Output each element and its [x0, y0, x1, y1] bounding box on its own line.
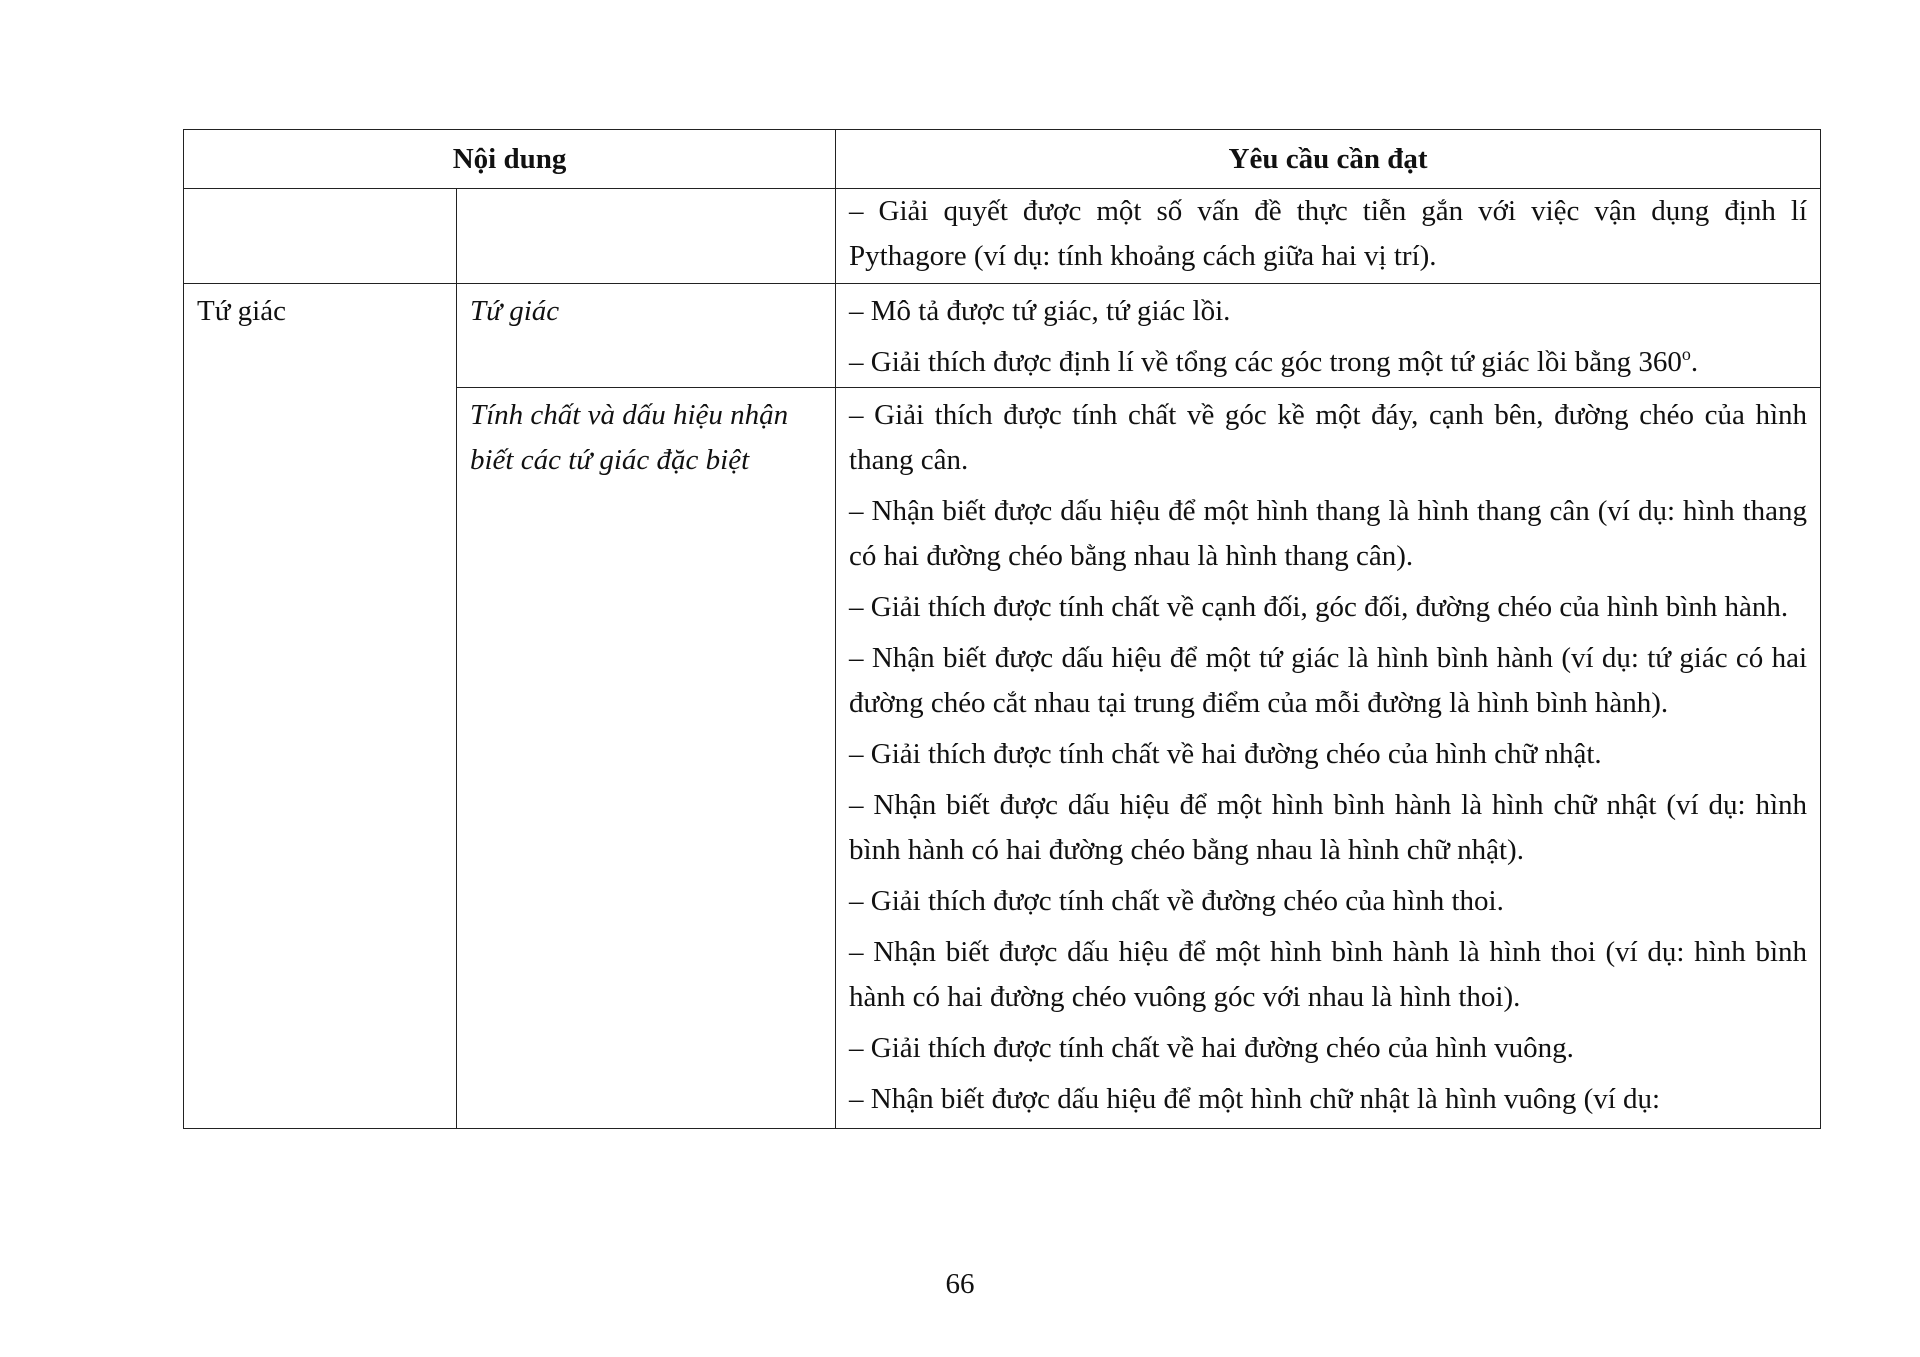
sentence-end: .: [1690, 346, 1699, 378]
subtopic-cell: Tính chất và dấu hiệu nhận biết các tứ giác đặc biệt: [457, 388, 836, 1129]
table-row-continuation: [184, 189, 1821, 284]
requirements-cell: [836, 189, 1821, 284]
requirement-item: – Nhận biết được dấu hiệu để một hình bình hành là hình chữ nhật (ví dụ: hình bình hành có hai đường chéo bằng nhau là hình chữ nhật).: [849, 789, 1808, 866]
topic-cell: Tứ giác: [184, 284, 457, 1129]
requirement-item: – Nhận biết được dấu hiệu để một tứ giác là hình bình hành (ví dụ: tứ giác có hai đường chéo cắt nhau tại trung điểm của mỗi đường là hình bình hành).: [849, 642, 1808, 719]
page-number: 66: [945, 1268, 975, 1300]
requirement-item: – Giải thích được tính chất về hai đường chéo của hình vuông.: [849, 1032, 1574, 1064]
curriculum-table: [183, 129, 1821, 1129]
requirement-item: – Nhận biết được dấu hiệu để một hình bình hành là hình thoi (ví dụ: hình bình hành có hai đường chéo vuông góc với nhau là hình thoi).: [849, 936, 1808, 1013]
subtopic-cell: [457, 189, 836, 284]
requirement-item: – Nhận biết được dấu hiệu để một hình chữ nhật là hình vuông (ví dụ:: [849, 1083, 1661, 1115]
requirement-item: – Mô tả được tứ giác, tứ giác lồi.: [849, 295, 1231, 327]
topic-cell: [184, 189, 457, 284]
table-header-row: [184, 130, 1821, 189]
requirements-cell: [836, 388, 1821, 1129]
degree-symbol: o: [1681, 344, 1691, 365]
requirement-item: – Giải quyết được một số vấn đề thực tiễn gắn với việc vận dụng định lí Pythagore (ví dụ: tính khoảng cách giữa hai vị trí).: [849, 195, 1808, 272]
requirement-item: – Nhận biết được dấu hiệu để một hình thang là hình thang cân (ví dụ: hình thang có hai đường chéo bằng nhau là hình thang cân).: [849, 495, 1808, 572]
requirement-text: – Giải thích được định lí về tổng các góc trong một tứ giác lồi bằng 360: [849, 346, 1682, 378]
requirement-item: – Giải thích được tính chất về cạnh đối, góc đối, đường chéo của hình bình hành.: [849, 591, 1789, 623]
header-requirements: Yêu cầu cần đạt: [836, 130, 1821, 189]
subtopic-cell: Tứ giác: [457, 284, 836, 388]
requirement-item: [849, 340, 1807, 385]
header-content: Nội dung: [184, 130, 836, 189]
requirement-item: – Giải thích được tính chất về hai đường chéo của hình chữ nhật.: [849, 738, 1602, 770]
requirement-item: – Giải thích được tính chất về góc kề một đáy, cạnh bên, đường chéo của hình thang cân.: [849, 399, 1808, 476]
table-row-tu-giac: [184, 284, 1821, 388]
requirement-item: – Giải thích được tính chất về đường chéo của hình thoi.: [849, 885, 1504, 917]
requirements-cell: [836, 284, 1821, 388]
